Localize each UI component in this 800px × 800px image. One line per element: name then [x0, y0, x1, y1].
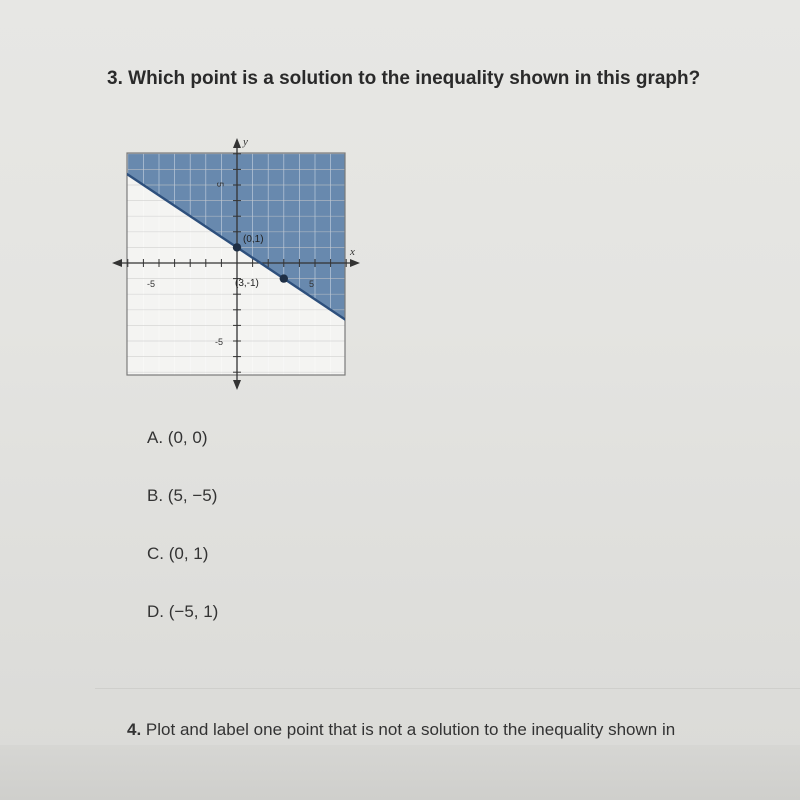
- x-axis-right-arrow: [350, 259, 360, 267]
- question-text: Plot and label one point that is not a solution to the inequality shown in: [145, 720, 676, 739]
- point-0-1-label: (0,1): [243, 234, 264, 245]
- choice-letter: A.: [147, 428, 164, 447]
- choice-letter: D.: [147, 602, 164, 621]
- choice-a[interactable]: [147, 428, 218, 449]
- choice-letter: B.: [147, 486, 164, 505]
- question-4-prompt: [127, 720, 675, 740]
- question-number: 4.: [127, 720, 142, 739]
- x-tick-5: 5: [309, 279, 315, 289]
- question-3-prompt: [107, 68, 700, 90]
- section-divider: [95, 688, 800, 689]
- choice-d[interactable]: [147, 602, 218, 623]
- choice-value: (−5, 1): [168, 602, 219, 621]
- plotted-point: [280, 274, 288, 282]
- x-axis-label: x: [350, 246, 355, 258]
- choice-value: (0, 0): [167, 428, 208, 447]
- answer-choices: [147, 428, 218, 660]
- point-3-neg1-label: (3,-1): [235, 278, 259, 289]
- y-axis-up-arrow: [233, 138, 241, 148]
- question-text: Which point is a solution to the inequality shown in this graph?: [128, 68, 701, 89]
- choice-value: (5, −5): [167, 486, 218, 505]
- y-axis-label: y: [243, 136, 248, 148]
- x-axis-left-arrow: [112, 259, 122, 267]
- choice-value: (0, 1): [168, 544, 209, 563]
- choice-c[interactable]: [147, 544, 218, 565]
- choice-letter: C.: [147, 544, 164, 563]
- y-tick-5: 5: [215, 182, 225, 188]
- x-tick-neg5: -5: [147, 279, 156, 289]
- page-bottom-edge: [0, 745, 800, 800]
- choice-b[interactable]: [147, 486, 218, 507]
- y-tick-neg5: -5: [215, 337, 224, 347]
- inequality-graph: [110, 130, 370, 395]
- plotted-point: [233, 243, 241, 251]
- y-axis-down-arrow: [233, 380, 241, 390]
- question-number: 3.: [107, 68, 123, 89]
